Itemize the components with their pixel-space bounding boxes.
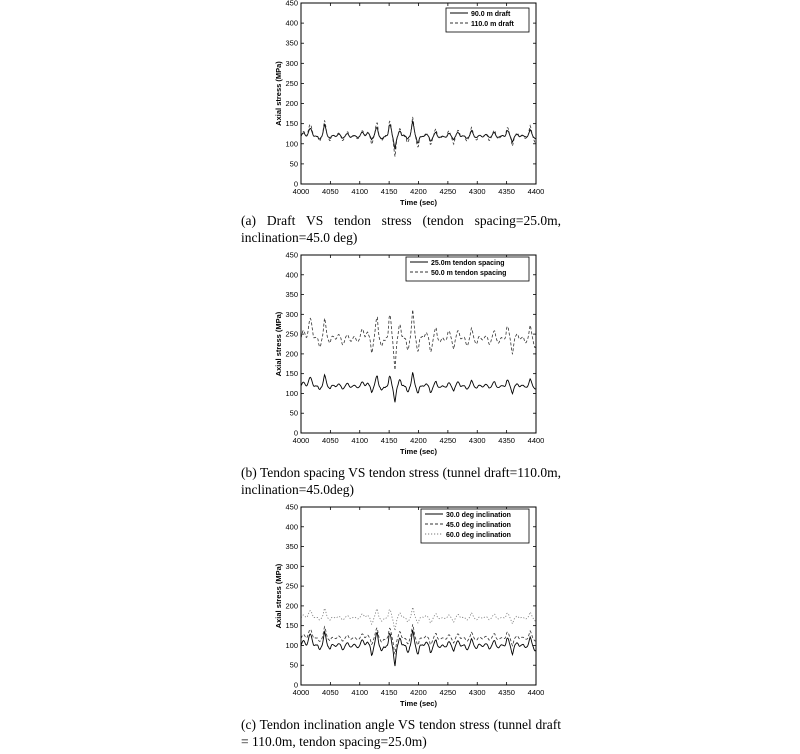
y-tick-label: 200	[285, 349, 298, 359]
x-tick-label: 4050	[322, 436, 339, 445]
legend-label: 90.0 m draft	[471, 11, 511, 18]
y-tick-label: 350	[285, 290, 298, 300]
x-tick-label: 4250	[439, 436, 457, 445]
y-tick-label: 250	[285, 329, 298, 339]
x-tick-label: 4300	[468, 688, 486, 697]
y-tick-label: 150	[285, 119, 298, 129]
x-tick-label: 4100	[351, 688, 369, 697]
y-tick-label: 400	[285, 522, 298, 532]
x-tick-label: 4000	[292, 436, 310, 445]
legend-label: 30.0 deg inclination	[446, 512, 511, 519]
x-tick-label: 4400	[527, 187, 545, 196]
chart-panel-a	[0, 0, 800, 210]
x-axis-title: Time (sec)	[400, 447, 437, 456]
x-tick-label: 4000	[292, 688, 310, 697]
x-tick-label: 4350	[498, 688, 515, 697]
y-tick-label: 50	[289, 408, 298, 418]
x-tick-label: 4000	[292, 187, 310, 196]
caption-b	[241, 464, 561, 498]
x-tick-label: 4050	[322, 688, 339, 697]
series-line-3	[301, 607, 536, 630]
y-tick-label: 300	[285, 561, 298, 571]
y-tick-label: 250	[285, 78, 298, 88]
x-tick-label: 4200	[410, 436, 427, 445]
y-tick-label: 100	[285, 640, 298, 650]
x-tick-label: 4050	[322, 187, 339, 196]
chart-panel-c	[0, 500, 800, 715]
y-axis-title: Axial stress (MPa)	[274, 563, 283, 629]
series-line-1	[301, 372, 536, 402]
chart-panel-b	[0, 248, 800, 463]
caption-a-tag: (a)	[241, 213, 256, 228]
y-tick-label: 350	[285, 38, 298, 48]
y-tick-label: 50	[289, 660, 298, 670]
y-tick-label: 300	[285, 309, 298, 319]
legend-label: 25.0m tendon spacing	[431, 260, 505, 267]
x-tick-label: 4300	[468, 436, 486, 445]
series-line-2	[301, 310, 536, 370]
y-tick-label: 150	[285, 621, 298, 631]
y-tick-label: 0	[293, 179, 298, 189]
y-tick-label: 100	[285, 139, 298, 149]
x-tick-label: 4150	[380, 187, 398, 196]
y-tick-label: 150	[285, 369, 298, 379]
legend-label: 50.0 m tendon spacing	[431, 270, 507, 277]
x-axis-title: Time (sec)	[400, 699, 437, 708]
y-tick-label: 100	[285, 388, 298, 398]
legend-label: 60.0 deg inclination	[446, 532, 511, 539]
y-tick-label: 200	[285, 99, 298, 109]
plot-frame	[301, 255, 536, 433]
x-tick-label: 4250	[439, 688, 457, 697]
x-tick-label: 4350	[498, 436, 515, 445]
x-tick-label: 4400	[527, 688, 545, 697]
caption-c-tag: (c)	[241, 717, 256, 732]
y-tick-label: 300	[285, 58, 298, 68]
x-tick-label: 4200	[410, 187, 427, 196]
y-tick-label: 250	[285, 581, 298, 591]
x-tick-label: 4200	[410, 688, 427, 697]
x-tick-label: 4250	[439, 187, 457, 196]
x-tick-label: 4400	[527, 436, 545, 445]
y-tick-label: 400	[285, 270, 298, 280]
y-axis-title: Axial stress (MPa)	[274, 61, 283, 126]
caption-c	[241, 716, 561, 750]
x-tick-label: 4300	[468, 187, 486, 196]
y-tick-label: 350	[285, 542, 298, 552]
x-tick-label: 4100	[351, 187, 369, 196]
y-tick-label: 0	[293, 428, 298, 438]
series-line-2	[301, 624, 536, 654]
x-axis-title: Time (sec)	[400, 198, 437, 207]
series-line-1	[301, 121, 536, 149]
y-tick-label: 450	[285, 502, 298, 512]
legend-label: 110.0 m draft	[471, 21, 514, 28]
y-tick-label: 200	[285, 601, 298, 611]
x-tick-label: 4150	[380, 688, 398, 697]
x-tick-label: 4350	[498, 187, 515, 196]
y-tick-label: 0	[293, 680, 298, 690]
y-tick-label: 450	[285, 250, 298, 260]
caption-a	[241, 212, 561, 246]
y-axis-title: Axial stress (MPa)	[274, 311, 283, 377]
y-tick-label: 450	[285, 0, 298, 8]
caption-b-text: Tendon spacing VS tendon stress (tunnel draft=110.0m, inclination=45.0deg)	[241, 465, 561, 497]
caption-c-text: Tendon inclination angle VS tendon stress (tunnel draft = 110.0m, tendon spacing=25.0m)	[241, 717, 561, 749]
series-line-1	[301, 630, 536, 666]
caption-b-tag: (b)	[241, 465, 257, 480]
y-tick-label: 50	[289, 159, 298, 169]
x-tick-label: 4100	[351, 436, 369, 445]
x-tick-label: 4150	[380, 436, 398, 445]
legend-label: 45.0 deg inclination	[446, 522, 511, 529]
caption-a-text: Draft VS tendon stress (tendon spacing=25.0m, inclination=45.0 deg)	[241, 213, 561, 245]
y-tick-label: 400	[285, 18, 298, 28]
